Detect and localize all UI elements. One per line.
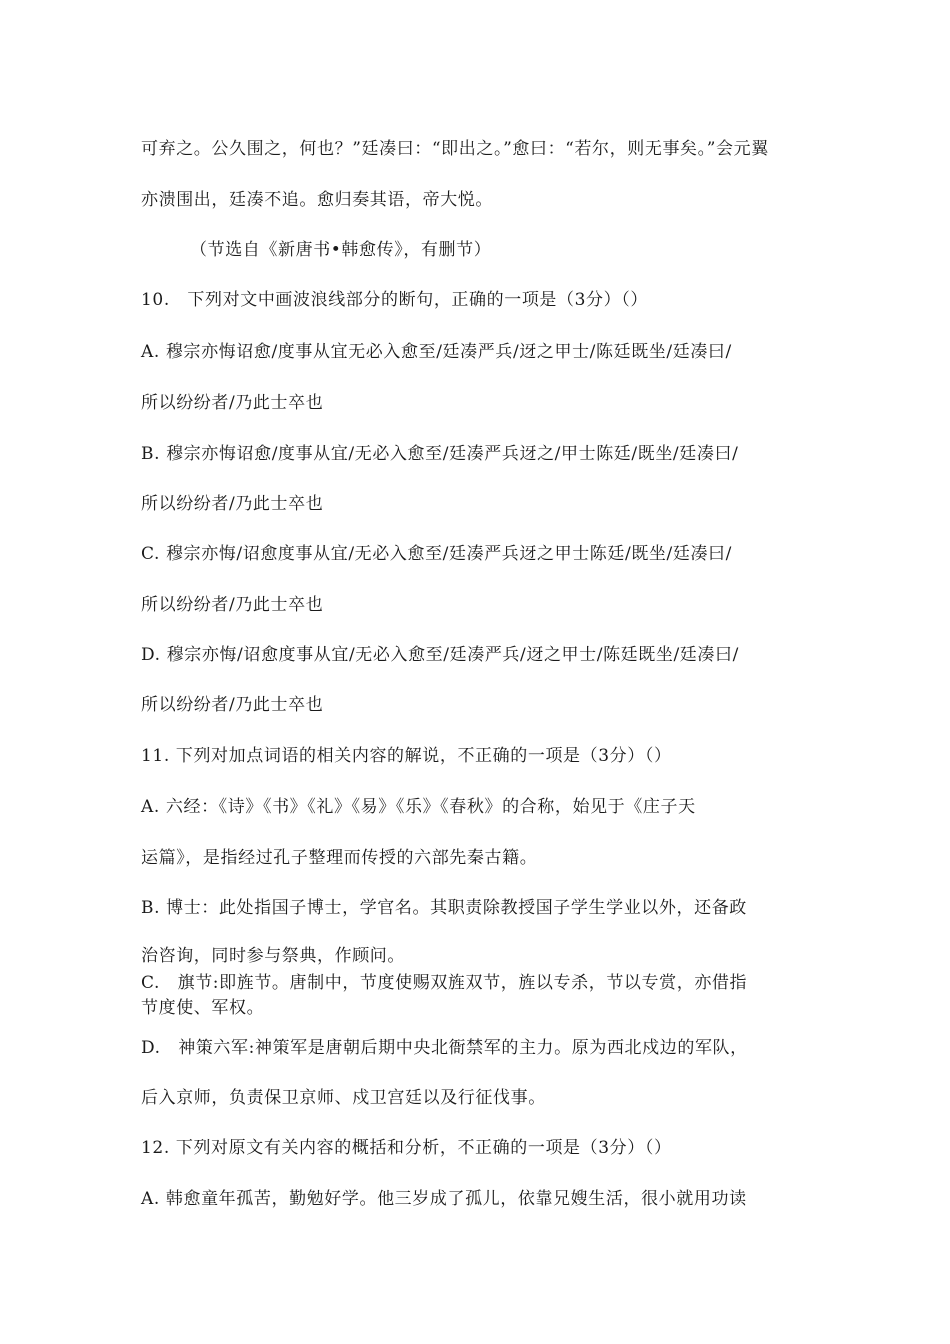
q11-option-c-cont: 节度使、军权。 (141, 998, 265, 1018)
question-12-stem: 12. 下列对原文有关内容的概括和分析，不正确的一项是（3分）（） (141, 1138, 672, 1158)
q11-option-b-cont: 治咨询，同时参与祭典，作顾问。 (141, 946, 405, 966)
q12-option-a: A. 韩愈童年孤苦，勤勉好学。他三岁成了孤儿，依靠兄嫂生活，很小就用功读 (141, 1189, 747, 1209)
q10-option-b-cont: 所以纷纷者/乃此士卒也 (141, 494, 324, 514)
q10-option-c: C. 穆宗亦悔/诏愈度事从宜/无必入愈至/廷凑严兵迓之甲士陈廷/既坐/廷凑曰/ (141, 544, 732, 564)
q10-option-c-cont: 所以纷纷者/乃此士卒也 (141, 595, 324, 615)
q10-option-d-cont: 所以纷纷者/乃此士卒也 (141, 695, 324, 715)
q10-option-b: B. 穆宗亦悔诏愈/度事从宜/无必入愈至/廷凑严兵迓之/甲士陈廷/既坐/廷凑曰/ (141, 444, 739, 464)
q10-option-a: A. 穆宗亦悔诏愈/度事从宜无必入愈至/廷凑严兵/迓之甲士/陈廷既坐/廷凑曰/ (141, 342, 732, 362)
question-10-stem: 10. 下列对文中画波浪线部分的断句，正确的一项是（3分）（） (141, 290, 648, 310)
q11-option-a-cont: 运篇》，是指经过孔子整理而传授的六部先秦古籍。 (141, 848, 538, 868)
question-11-stem: 11. 下列对加点词语的相关内容的解说，不正确的一项是（3分）（） (141, 746, 672, 766)
q11-option-a: A. 六经：《诗》《书》《礼》《易》《乐》《春秋》的合称，始见于《庄子天 (141, 797, 696, 817)
q11-option-d-cont: 后入京师，负责保卫京师、戍卫宫廷以及行征伐事。 (141, 1088, 546, 1108)
passage-line: 亦溃围出，廷凑不追。愈归奏其语，帝大悦。 (141, 190, 493, 210)
passage-line: 可弃之。公久围之，何也？”廷凑曰：“即出之。”愈曰：“若尔，则无事矣。”会元翼 (141, 139, 769, 159)
q11-option-b: B. 博士：此处指国子博士，学官名。其职责除教授国子学生学业以外，还备政 (141, 898, 747, 918)
q10-option-a-cont: 所以纷纷者/乃此士卒也 (141, 393, 324, 413)
source-note: （节选自《新唐书•韩愈传》，有删节） (190, 240, 492, 260)
q11-option-d: D. 神策六军:神策军是唐朝后期中央北衙禁军的主力。原为西北戍边的军队， (141, 1038, 748, 1058)
q11-option-c: C. 旗节:即旌节。唐制中，节度使赐双旌双节，旌以专杀，节以专赏，亦借指 (141, 973, 748, 993)
q10-option-d: D. 穆宗亦悔/诏愈度事从宜/无必入愈至/廷凑严兵/迓之甲士/陈廷既坐/廷凑曰/ (141, 645, 739, 665)
